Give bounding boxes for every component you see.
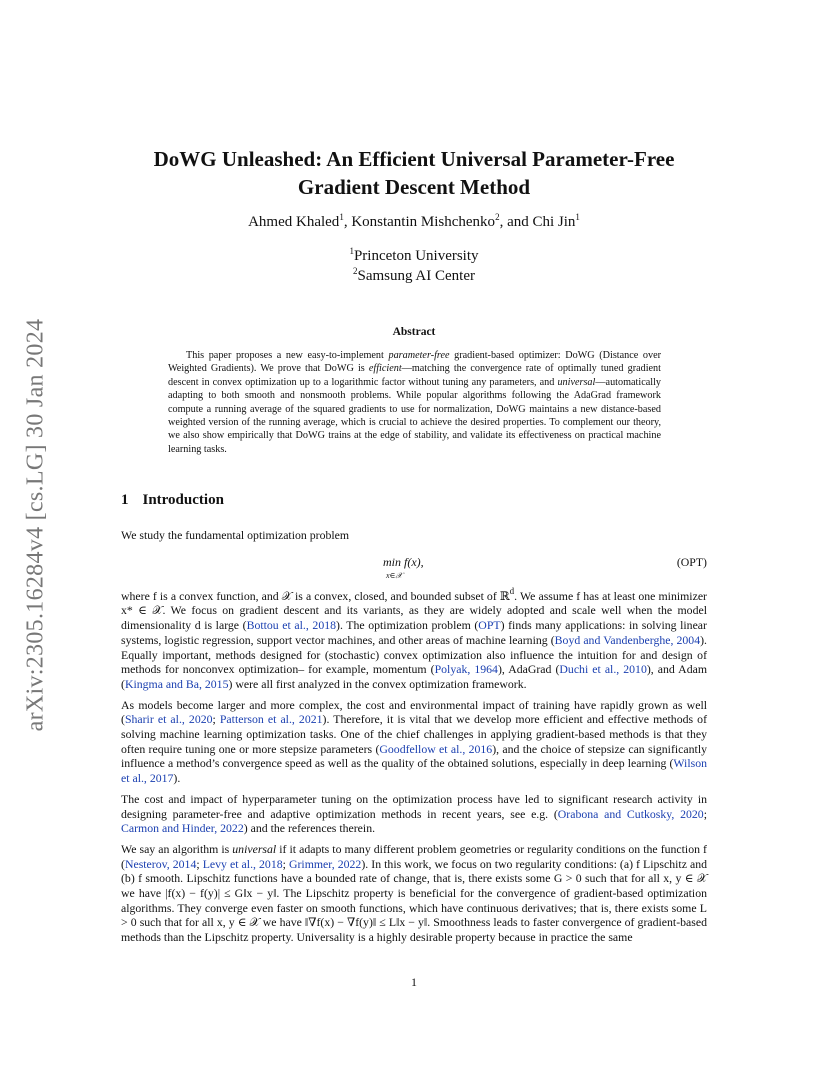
equation-expression: min f(x),	[383, 554, 424, 569]
superscript: d	[509, 585, 515, 596]
text-segment: ). Therefore, it is vital that we develop more efficient and effective methods of solving machine learning optimization tasks. One of the chief challenges in applying gradient-based methods is that they often require tuning one or more stepsize parameters (	[121, 712, 707, 756]
text-segment: where f is a convex function, and 𝒳 is a convex, closed, and bounded subset of ℝ	[121, 588, 510, 603]
paragraph-4	[121, 842, 707, 945]
text-segment: ). Equally important, methods designed for (stochastic) convex optimization also influence the intuition for and design of methods for nonconvex optimization– for example, momentum (	[121, 632, 707, 677]
citation-link[interactable]: Bottou et al., 2018	[246, 618, 337, 633]
affiliation	[100, 268, 728, 285]
paragraph-3	[121, 792, 707, 836]
arxiv-identifier-stamp	[14, 290, 58, 760]
abstract-segment: gradient-based optimizer: DoWG (Distance over Weighted Gradients). We prove that DoWG is	[168, 350, 661, 375]
citation-link[interactable]: Carmon and Hinder, 2022	[121, 821, 244, 836]
citation-link[interactable]: Grimmer, 2022	[288, 856, 362, 871]
paper-title	[100, 145, 728, 201]
citation-link[interactable]: Goodfellow et al., 2016	[379, 741, 493, 756]
text-segment: ), AdaGrad (	[497, 662, 560, 677]
citation-separator: ;	[703, 806, 707, 821]
page-number: 1	[411, 975, 417, 989]
text-segment: We say an algorithm is	[121, 841, 233, 856]
text-segment: ), and the choice of stepsize can significantly influence a method’s convergence speed as well as the quality of the obtained solutions, especially in deep learning (	[121, 741, 707, 771]
author-affiliation-mark: 1	[575, 212, 580, 222]
affiliation-name: Samsung AI Center	[357, 268, 475, 284]
author-affiliation-mark: 1	[339, 212, 344, 222]
citation-link[interactable]: Wilson et al., 2017	[121, 756, 707, 786]
citation-link[interactable]: Duchi et al., 2010	[559, 662, 647, 677]
equation-subscript: x∈𝒳	[386, 570, 403, 580]
text-segment: ). The optimization problem (	[336, 618, 479, 633]
text-segment: ), and Adam (	[121, 662, 708, 691]
section-heading	[121, 492, 224, 509]
author-list	[100, 214, 728, 231]
text-segment: if it adapts to many different problem geometries or regularity conditions on the function f (	[121, 841, 707, 871]
equation-tag: (OPT)	[676, 554, 707, 569]
abstract-segment: —matching the convergence rate of optimally tuned gradient descent in convex optimization up to a logarithmic factor without tuning any parameters, and	[168, 363, 661, 388]
citation-separator: ;	[212, 712, 220, 727]
title-line-2: Gradient Descent Method	[297, 175, 531, 199]
paragraph-2	[121, 698, 707, 786]
citation-link[interactable]: Boyd and Vandenberghe, 2004	[554, 632, 701, 647]
text-segment: ) were all first analyzed in the convex optimization framework.	[228, 676, 527, 691]
affiliation-mark: 2	[353, 266, 358, 276]
author-separator: , and	[499, 214, 533, 230]
citation-link[interactable]: Polyak, 1964	[434, 662, 498, 677]
abstract-emphasis: universal	[557, 376, 596, 388]
section-body	[121, 528, 707, 951]
text-segment: ). In this work, we focus on two regularity conditions: (a) f Lipschitz and (b) f smooth. Lipschitz functions have a bounded rate of change, that is, there exists some G > 0 such that for all x, y ∈ 𝒳 we have |f(x) − f(y)| ≤ G‖x − y‖. The Lipschitz property is beneficial for the convergence of gradient-based optimization algorithms. They converge even faster on smooth functions, which have continuous derivatives; that is, there exists some L > 0 such that for all x, y ∈ 𝒳 we have ‖∇f(x) − ∇f(y)‖ ≤ L‖x − y‖. Smoothness leads to faster convergence of gradient-based methods than the Lipschitz property. Universality is a highly desirable property because in practice the same	[121, 856, 708, 945]
citation-link[interactable]: Patterson et al., 2021	[219, 712, 323, 727]
author-affiliation-mark: 2	[495, 212, 500, 222]
abstract-heading: Abstract	[392, 326, 436, 338]
arxiv-identifier-text: arXiv:2305.16284v4 [cs.LG] 30 Jan 2024	[22, 318, 49, 732]
text-segment: ).	[173, 771, 181, 786]
equation-opt	[121, 555, 707, 583]
emphasis: universal	[232, 841, 277, 856]
author-name: Konstantin Mishchenko	[351, 214, 496, 230]
author-name: Ahmed Khaled	[248, 214, 340, 230]
author-name: Chi Jin	[532, 214, 576, 230]
citation-link[interactable]: Nesterov, 2014	[124, 856, 197, 871]
abstract-emphasis: parameter-free	[388, 350, 450, 361]
affiliation-name: Princeton University	[353, 248, 479, 264]
title-line-1: DoWG Unleashed: An Efficient Universal Parameter-Free	[153, 147, 675, 171]
citation-separator: ;	[196, 856, 203, 871]
equation-ref-link[interactable]: OPT	[478, 618, 501, 633]
section-number: 1	[121, 492, 129, 508]
affiliation	[100, 248, 728, 265]
abstract-text	[168, 349, 661, 456]
citation-link[interactable]: Levy et al., 2018	[202, 856, 283, 871]
citation-link[interactable]: Orabona and Cutkosky, 2020	[557, 806, 704, 821]
text-segment: The cost and impact of hyperparameter tuning on the optimization process have led to significant research activity in designing parameter-free and adaptive optimization methods in recent years, see e.g. (	[121, 791, 707, 821]
text-segment: . We assume f has at least one minimizer x	[121, 588, 707, 618]
text-segment: As models become larger and more complex, the cost and environmental impact of training have rapidly grown as well (	[121, 697, 707, 727]
abstract-emphasis: efficient	[368, 363, 402, 375]
citation-link[interactable]: Kingma and Ba, 2015	[124, 676, 229, 691]
text-segment: ) and the references therein.	[243, 821, 376, 836]
intro-sentence: We study the fundamental optimization problem	[121, 528, 350, 542]
text-segment: * ∈ 𝒳. We focus on gradient descent and its variants, as they are widely adopted and scale well when the model dimensionality d is large (	[121, 603, 707, 633]
section-title: Introduction	[142, 492, 224, 508]
citation-separator: ;	[282, 856, 289, 871]
citation-link[interactable]: Sharir et al., 2020	[124, 712, 213, 727]
paragraph-1	[121, 585, 708, 692]
abstract-segment: —automatically adapting to both smooth and nonsmooth problems. While popular algorithms following the AdaGrad framework compute a running average of the squared gradients to use for normalization, DoWG maintains a new distance-based weighted version of the running average, which is crucial to achieve the desired properties. To complement our theory, we also show empirically that DoWG trains at the edge of stability, and validate its effectiveness on practical machine learning tasks.	[168, 376, 661, 455]
abstract-segment: This paper proposes a new easy-to-implement	[186, 350, 389, 361]
text-segment: ) finds many applications: in solving linear systems, logistic regression, support vector machines, and other areas of machine learning (	[121, 618, 707, 647]
affiliation-mark: 1	[349, 246, 354, 256]
author-separator: ,	[343, 214, 352, 230]
